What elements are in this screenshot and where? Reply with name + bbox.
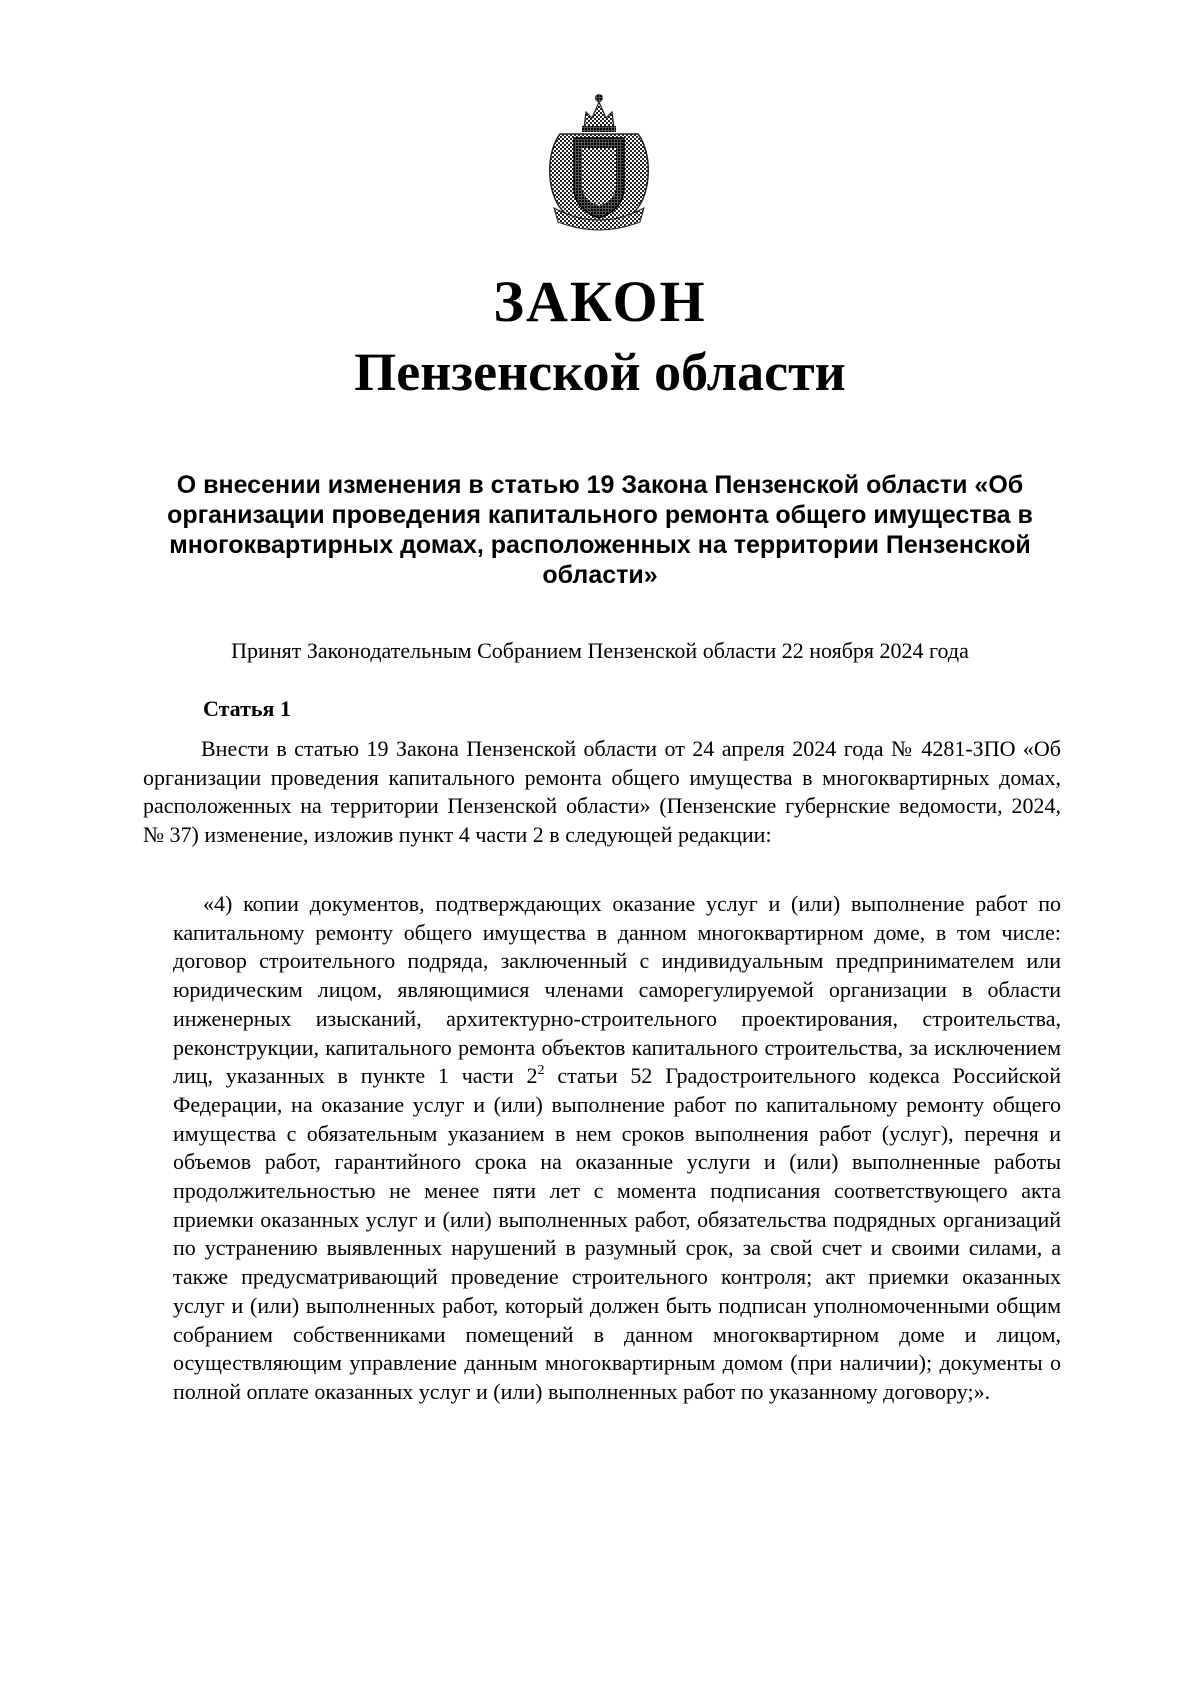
adoption-note: Принят Законодательным Собранием Пензенской области 22 ноября 2024 года: [231, 638, 969, 663]
article-heading: Статья 1: [203, 696, 291, 721]
law-region: Пензенской области: [354, 342, 846, 402]
article-intro-paragraph: Внести в статью 19 Закона Пензенской области от 24 апреля 2024 года № 4281-ЗПО «Об организации проведения капитального ремонта общего имущества в многоквартирных домах, расположенных на территории Пензенской области» (Пензенские губернские ведомости, 2024, № 37) изменение, изложив пункт 4 части 2 в следующей редакции:: [143, 736, 1061, 848]
amendment-text-part1: «4) копии документов, подтверждающих оказание услуг и (или) выполнение работ по капитальному ремонту общего имущества в данном многоквартирном доме, в том числе: договор строительного подряда, заключенный с индивидуальным предпринимателем или юридическим лицом, являющимися членами саморегулируемой организации в области инженерных изысканий, архитектурно-строительного проектирования, строительства, реконструкции, капитального ремонта объектов капитального строительства, за исключением лиц, указанных в пункте 1 части 2: [173, 891, 1061, 1089]
amendment-text-part2: статьи 52 Градостроительного кодекса Российской Федерации, на оказание услуг и (или) выполнение работ по капитальному ремонту общего имущества с обязательным указанием в нем сроков выполнения работ (услуг), перечня и объемов работ, гарантийного срока на оказанные услуги и (или) выполненные работы продолжительностью не менее пяти лет с момента подписания соответствующего акта приемки оказанных услуг и (или) выполненных работ, обязательства подрядных организаций по устранению выявленных нарушений в разумный срок, за свой счет и своими силами, а также предусматривающий проведение строительного контроля; акт приемки оказанных услуг и (или) выполненных работ, который должен быть подписан уполномоченными общим собранием собственниками помещений в данном многоквартирном доме и лицом, осуществляющим управление данным многоквартирным домом (при наличии); документы о полной оплате оказанных услуг и (или) выполненных работ по указанному договору;».: [173, 1063, 1062, 1404]
amendment-superscript: 2: [537, 1063, 545, 1079]
law-subject: О внесении изменения в статью 19 Закона Пензенской области «Об организации проведения капитального ремонта общего имущества в многоквартирных домах, расположенных на территории Пензенской области»: [167, 471, 1033, 589]
quoted-amendment-paragraph: [173, 890, 1061, 1407]
coat-of-arms-emblem: [540, 92, 658, 232]
law-title: ЗАКОН: [493, 269, 707, 334]
